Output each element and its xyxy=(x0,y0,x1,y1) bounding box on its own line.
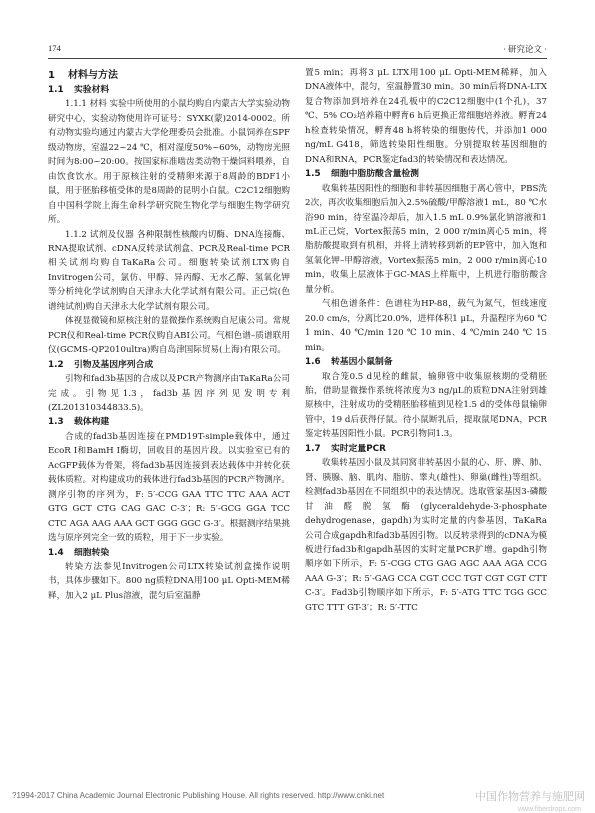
heading-number: 1.4 xyxy=(48,547,64,558)
running-header xyxy=(48,43,547,57)
heading-number: 1.5 xyxy=(305,169,321,180)
heading-text: 转基因小鼠制备 xyxy=(331,357,393,368)
body-paragraph: 取合笼0.5 d见栓的雌鼠，输卵管中收集原核期的受精胚胎，借助显微操作系统将浓度为3 ng/μL的质粒DNA注射到雄原核中，注射成功的受精胚胎移植到见栓1.5 d的受体母鼠输卵管中，19 d后获得仔鼠。待小鼠断乳后，提取鼠尾DNA，PCR鉴定转基因阳性小鼠。PCR引物同1.3。 xyxy=(305,371,547,440)
subsection-heading xyxy=(48,83,290,97)
body-paragraph: 引物和fad3b基因的合成以及PCR产物测序由TaKaRa公司完成。引物见1.3，fad3b基因序列见发明专利(ZL201310344833.5)。 xyxy=(48,374,290,413)
watermark-url: www.fiberdrops.com xyxy=(517,806,581,813)
heading-text: 实时定量PCR xyxy=(331,443,386,454)
heading-text: 引物及基因序列合成 xyxy=(74,359,154,370)
body-paragraph: 气相色谱条件：色谱柱为HP-88，载气为氮气，恒线速度20.0 cm/s，分离比20.0%，进样体积1 μL，升温程序为60 ℃ 1 min、40 ℃/min 120 ℃ 10 min、4 ℃/min 240 ℃ 15 min。 xyxy=(305,299,547,353)
page-number: 174 xyxy=(48,43,61,53)
subsection-heading xyxy=(48,358,290,372)
section-label: · 研究论文 · xyxy=(503,44,547,54)
subsection-heading xyxy=(48,415,290,429)
body-paragraph: 收集转基因阳性的细胞和非转基因细胞于离心管中，PBS洗2次，再次收集细胞后加入2.5%硫酸/甲醇溶液1 mL，80 ℃水浴90 min，待室温冷却后，加入1.5 mL 0.9%氯化钠溶液和1 mL正己烷，Vortex振荡5 min，2 000 r/min离心5 min，将脂肪酸提取到有机相，并将上清转移到新的EP管中，加入饱和氢氧化钾–甲醇溶液，Vortex振荡5 min，2 000 r/min离心10 min，收集上层液体于GC-MAS上样瓶中，上机进行脂肪酸含量分析。 xyxy=(305,183,547,295)
heading-number: 1.2 xyxy=(48,359,64,370)
heading-text: 材料与方法 xyxy=(68,70,118,81)
heading-number: 1 xyxy=(48,70,55,81)
left-column xyxy=(48,66,290,603)
body-paragraph: 合成的fad3b基因连接在PMD19T-simple载体中，通过EcoR I和BamH I酶切，回收目的基因片段。以实验室已有的AcGFP载体为骨架，将fad3b基因连接到表达载体中并转化获载体质粒。对构建成功的载体进行fad3b基因的PCR产物测序。测序引物的序列为，F: 5′-CCG GAA TTC TTC AAA ACT GTG GCT CTG CAG GAC C-3′；R: 5′-GCG GGA TCC CTC AGA AAG AAA GCT GGG GGC G-3′。根据测序结果挑选与原序列完全一致的质粒，用于下一步实验。 xyxy=(48,431,290,544)
heading-number: 1.6 xyxy=(305,357,321,368)
body-paragraph: 1.1.2 试剂及仪器 各种限制性核酸内切酶、DNA连接酶、RNA提取试剂、cDNA反转录试剂盒、PCR及Real-time PCR相关试剂均购自TaKaRa公司。细胞转染试剂LTX购自Invitrogen公司，氯仿、甲醇、异丙醇、无水乙醇、氢氧化钾等分析纯化学试剂购自天津永大化学试剂有限公司。正己烷(色谱纯试剂)购自天津永大化学试剂有限公司。 xyxy=(48,229,290,312)
heading-text: 细胞中脂肪酸含量检测 xyxy=(331,169,419,180)
heading-number: 1.7 xyxy=(305,443,321,454)
heading-text: 细胞转染 xyxy=(74,547,110,558)
subsection-heading xyxy=(305,442,547,456)
heading-text: 实验材料 xyxy=(74,85,110,95)
body-paragraph: 转染方法参见Invitrogen公司LTX转染试剂盒操作说明书，具体步骤如下。800 ng质粒DNA用100 μL Opti-MEM稀释，加入2 μL Plus溶液，混匀后室温静 xyxy=(48,561,290,601)
right-column xyxy=(305,66,547,615)
subsection-heading xyxy=(305,355,547,369)
heading-number: 1.1 xyxy=(48,85,64,95)
body-paragraph: 1.1.1 材料 实验中所使用的小鼠均购自内蒙古大学实验动物研究中心，实验动物使用许可证号：SYXK(蒙)2014-0002。所有动物实验均通过内蒙古大学伦理委员会批准。小鼠饲养在SPF级动物房，室温22~24 ℃，相对湿度50%~60%，动物房光照时间为8:00~20:00。按国家标准啮齿类动物干燥饲料喂养，自由饮食饮水。用于原核注射的受精卵来源于8周龄的BDF1小鼠，用于胚胎移植受体的是8周龄的昆明小白鼠。C2C12细胞购自中国科学院上海生命科学研究院生物化学与细胞生物学研究所。 xyxy=(48,99,290,226)
subsection-heading xyxy=(48,546,290,560)
watermark-text: 中国作物营养与施肥网 xyxy=(475,790,585,803)
body-paragraph: 置5 min；再将3 μL LTX用100 μL Opti-MEM稀释，加入DNA液体中，混匀，室温静置30 min。30 min后将DNA-LTX复合物添加到培养在24孔板中的C2C12细胞中(1个孔)，37 ℃、5% CO₂培养箱中孵育6 h后更换正常细胞培养液。孵育24 h检查转染情况，孵育48 h将转染的细胞传代，并添加1 000 ng/mL G418，筛选转染阳性细胞。分别提取转基因细胞的DNA和RNA，PCR鉴定fad3的转染情况和表达情况。 xyxy=(305,68,547,165)
heading-text: 载体构建 xyxy=(74,417,110,428)
body-paragraph: 收集转基因小鼠及其同窝非转基因小鼠的心、肝、脾、肺、肾、胰腺、脑、肌肉、脂肪、睾丸(雄性)、卵巢(雌性)等组织。检测fad3b基因在不同组织中的表达情况。选取管家基因3-磷酸甘油醛脱氢酶(glyceraldehyde-3-phosphate dehydrogenase，gapdh)为实时定量的内参基因，TaKaRa公司合成gapdh和fad3b基因引物。以反转录得到的cDNA为模板进行fad3b和gapdh基因的实时定量PCR扩增。gapdh引物顺序如下所示，F: 5′-CGG CTG GAG AGC AAA AGA CCG AAA G-3′；R: 5′-GAG CCA CGT CCC TGT CGT CGT CTT C-3′。Fad3b引物顺序如下所示，F: 5′-ATG TTC TGG GCC GTC TTT GT-3′；R: 5′-TTC xyxy=(305,458,547,613)
body-paragraph: 体视显微镜和原核注射的显微操作系统购自尼康公司。常规PCR仪和Real-time PCR仪购自ABI公司。气相色谱–质谱联用仪(GCMS-QP2010ultra)购自岛津国际贸易(上海)有限公司。 xyxy=(48,316,290,356)
heading-number: 1.3 xyxy=(48,417,64,428)
header-rule xyxy=(48,58,547,59)
footer-copyright: ?1994-2017 China Academic Journal Electronic Publishing House. All rights reserved. http://www.cnki.net xyxy=(12,791,385,800)
section-heading xyxy=(48,68,290,83)
subsection-heading xyxy=(305,167,547,181)
